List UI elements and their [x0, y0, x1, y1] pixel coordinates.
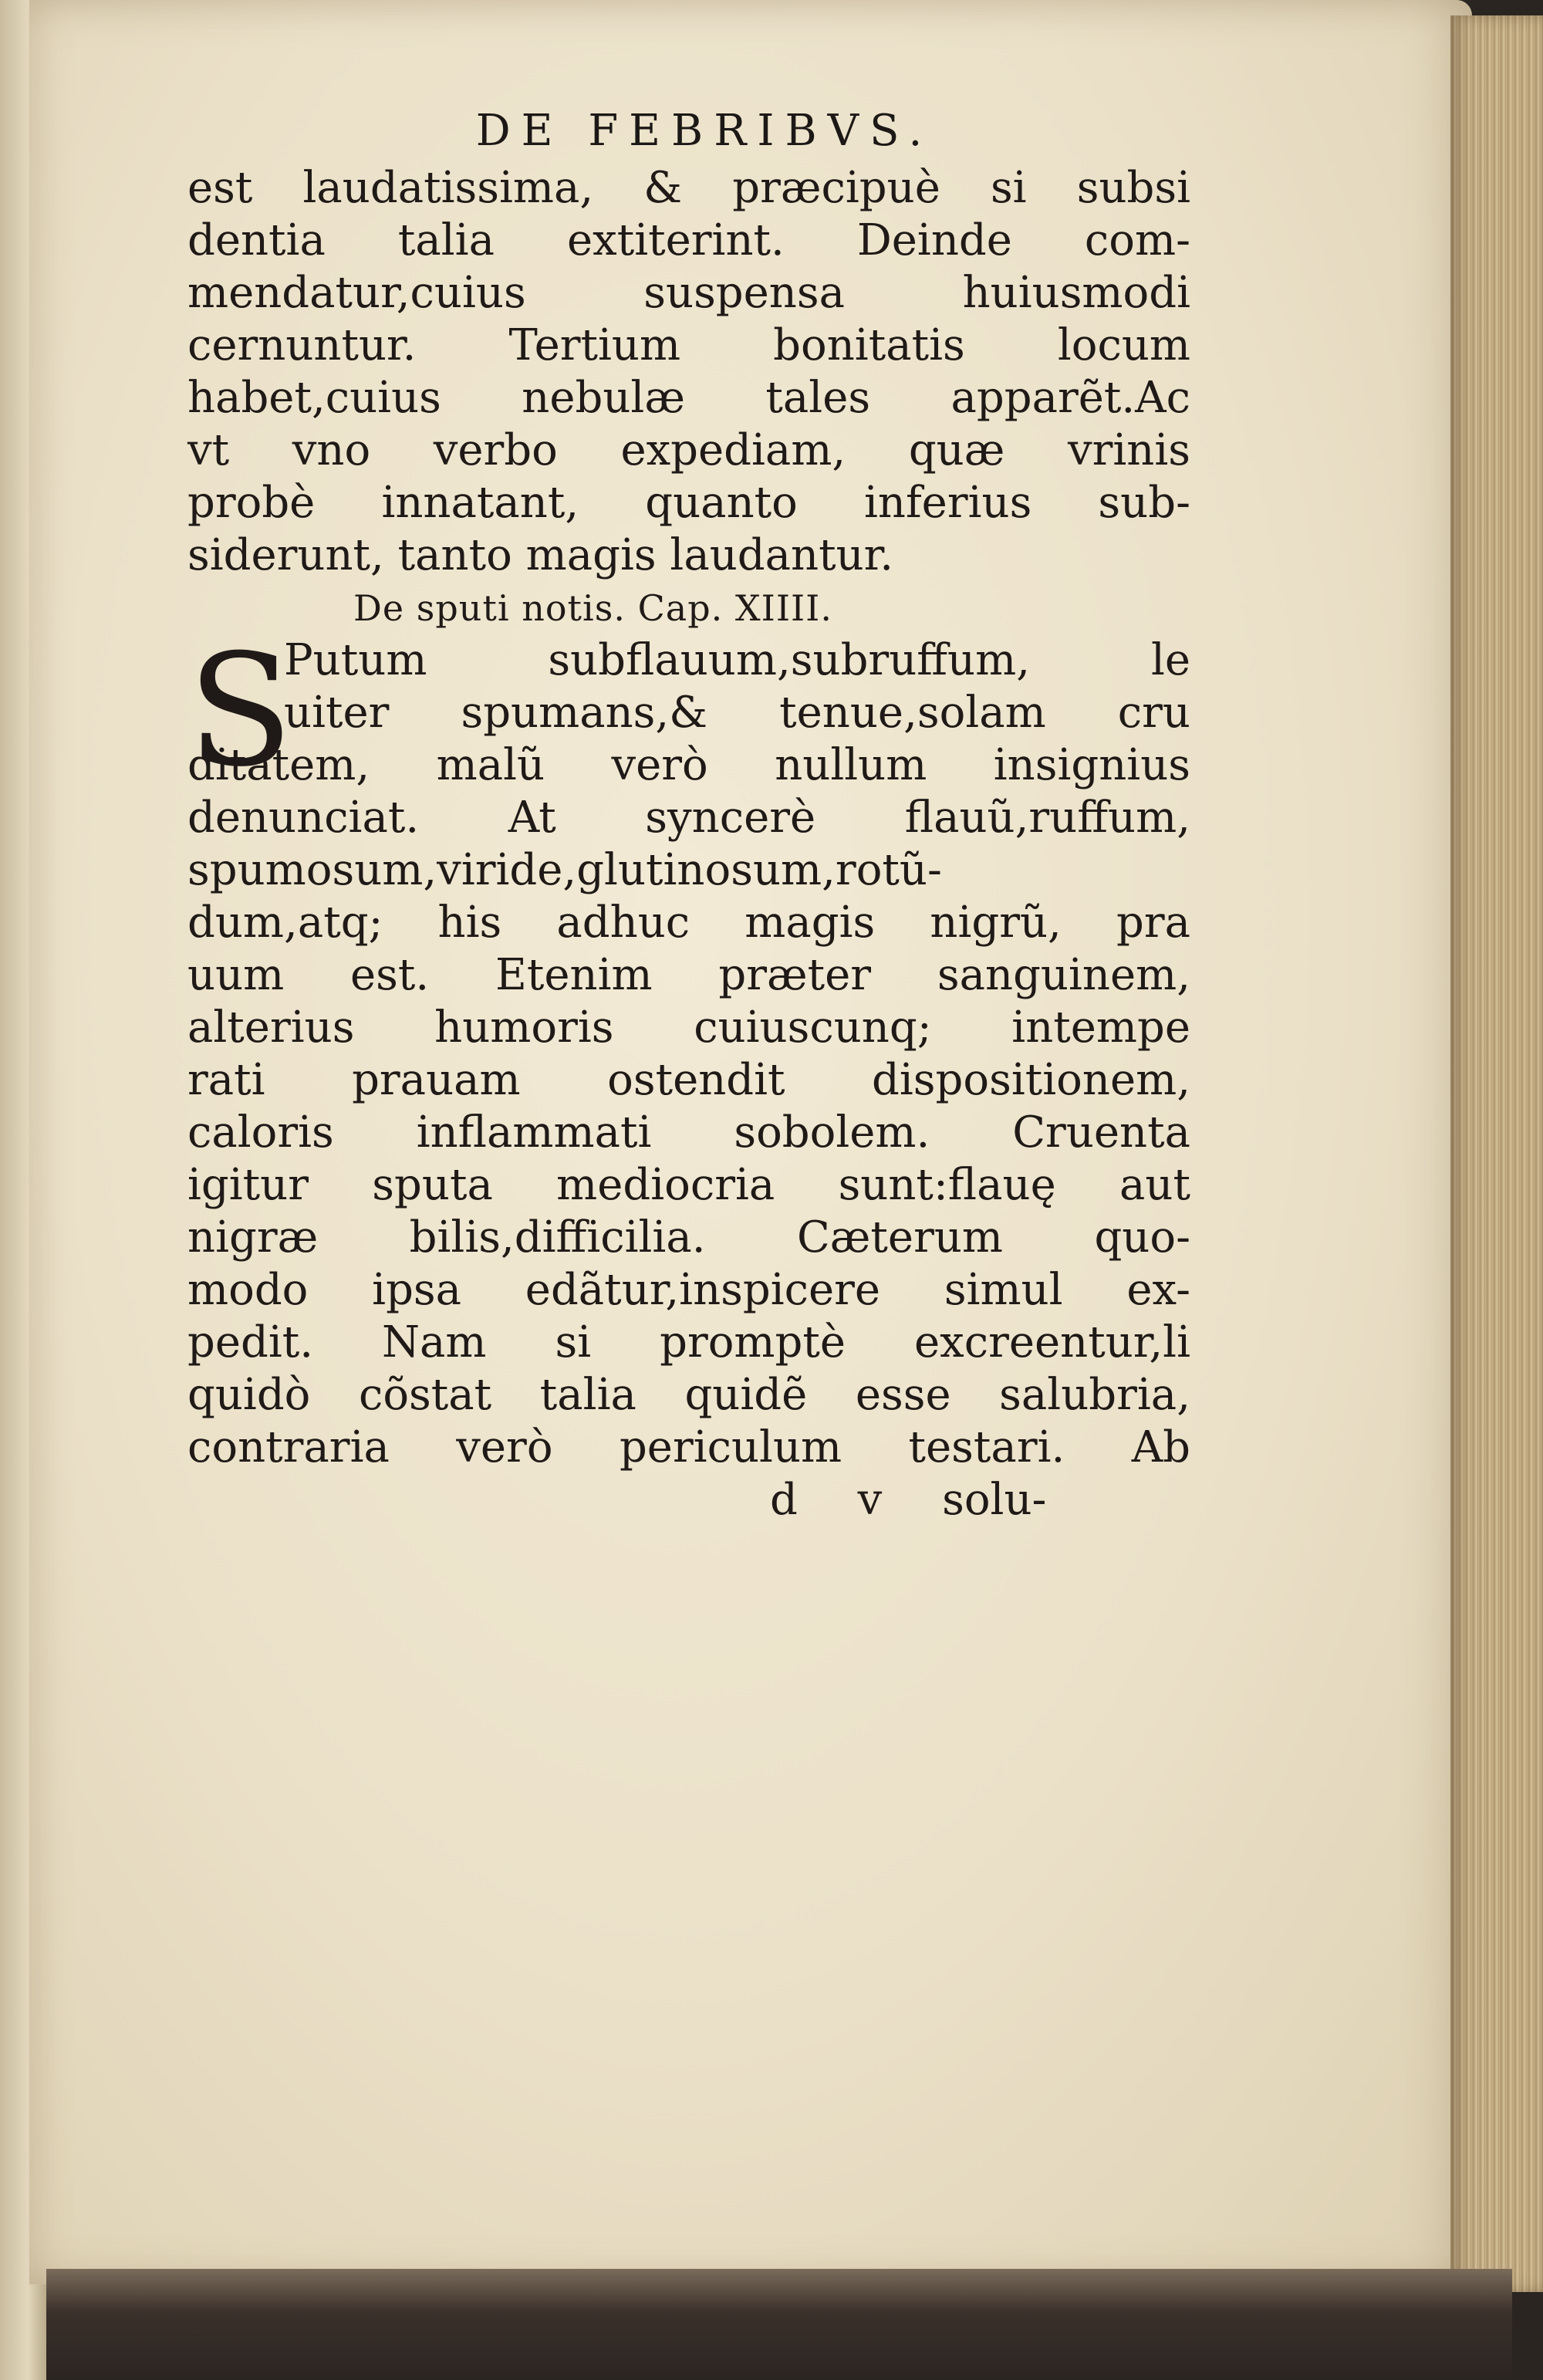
text-line: dum,atq; his adhuc magis nigrũ, pra [187, 898, 1190, 948]
text-block [187, 100, 1190, 1526]
text-line: vt vno verbo expediam, quæ vrinis [187, 425, 1190, 475]
text-line: mendatur,cuius suspensa huiusmodi [187, 268, 1190, 318]
page-bottom-edge [46, 2269, 1512, 2380]
text-line: est laudatissima, & præcipuè si subsi [187, 163, 1190, 213]
text-line: spumosum,viride,glutinosum,rotũ- [187, 845, 942, 895]
text-line: rati prauam ostendit dispositionem, [187, 1055, 1190, 1105]
text-line: uum est. Etenim præter sanguinem, [187, 950, 1190, 1000]
paragraph-top [187, 162, 1190, 582]
text-line: quidò cõstat talia quidẽ esse salubria, [187, 1370, 1190, 1420]
text-line: probè innatant, quanto inferius sub- [187, 478, 1190, 528]
text-line: siderunt, tanto magis laudantur. [187, 530, 894, 580]
chapter-heading: De sputi notis. Cap. XIIII. [353, 587, 832, 629]
book-page [29, 0, 1472, 2284]
text-line: contraria verò periculum testari. Ab [187, 1422, 1190, 1472]
paragraph-sputum [187, 621, 1190, 1474]
signature-catchword: d v solu- [770, 1475, 1047, 1525]
drop-cap: S [187, 621, 294, 801]
text-line: alterius humoris cuiuscunq; intempe [187, 1002, 1190, 1053]
text-line: cernuntur. Tertium bonitatis locum [187, 320, 1190, 370]
text-line: caloris inflammati sobolem. Cruenta [187, 1107, 1190, 1158]
text-line: dentia talia extiterint. Deinde com- [187, 215, 1190, 265]
text-line: uiter spumans,& tenue,solam cru [284, 688, 1190, 738]
text-line: denunciat. At syncerè flauũ,ruffum, [187, 793, 1190, 843]
text-line: igitur sputa mediocria sunt:flauę aut [187, 1160, 1190, 1210]
text-line: Putum subflauum,subruffum, le [284, 635, 1190, 685]
text-line: modo ipsa edãtur,inspicere simul ex- [187, 1265, 1190, 1315]
text-line: nigræ bilis,difficilia. Cæterum quo- [187, 1212, 1190, 1263]
page-fore-edge [1450, 15, 1543, 2292]
text-line: habet,cuius nebulæ tales apparẽt.Ac [187, 373, 1190, 423]
running-head: DE FEBRIBVS. [475, 106, 934, 156]
text-line: pedit. Nam si promptè excreentur,li [187, 1317, 1190, 1367]
text-line: ditatem, malũ verò nullum insignius [187, 740, 1190, 790]
